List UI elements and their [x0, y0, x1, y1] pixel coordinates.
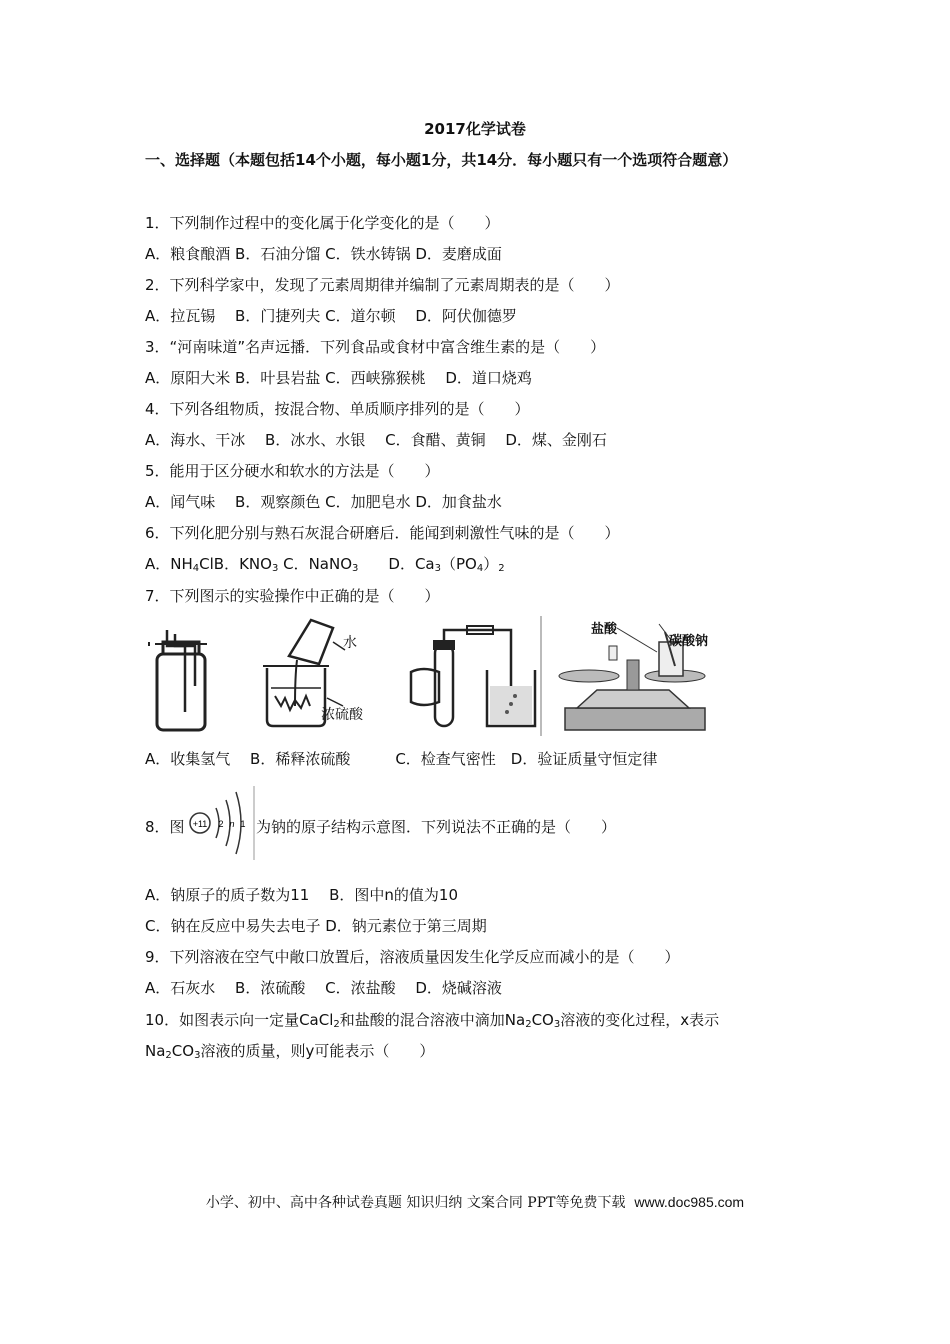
shell-1-label: 2	[218, 819, 224, 829]
figure-divider	[540, 616, 542, 736]
question-8: 为钠的原子结构示意图．下列说法不正确的是（ ）	[256, 818, 617, 836]
question-2-options: A．拉瓦锡 B．门捷列夫 C．道尔顿 D．阿伏伽德罗	[145, 307, 517, 325]
question-3-options: A．原阳大米 B．叶县岩盐 C．西峡猕猴桃 D．道口烧鸡	[145, 369, 532, 387]
question-5: 5．能用于区分硬水和软水的方法是（ ）	[145, 462, 440, 480]
option-d: D．Ca	[358, 555, 435, 573]
question-4-options: A．海水、干冰 B．冰水、水银 C．食醋、黄铜 D．煤、金刚石	[145, 431, 607, 449]
question-8-options-2: C．钠在反应中易失去电子 D．钠元素位于第三周期	[145, 917, 487, 935]
option-b: B．KNO	[213, 555, 272, 573]
shell-2-label: n	[229, 819, 235, 829]
page-title: 2017化学试卷	[424, 120, 526, 138]
option-a: A．NH	[145, 555, 193, 573]
question-10-line-1: 10．如图表示向一定量CaCl$_2$和盐酸的混合溶液中滴加$Na_2CO_3$溶液的变化过程，x表示	[145, 1011, 720, 1030]
shell-3-label: 1	[240, 819, 246, 829]
question-5-options: A．闻气味 B．观察颜色 C．加肥皂水 D．加食盐水	[145, 493, 502, 511]
label-water: 水	[343, 635, 357, 651]
question-1: 1．下列制作过程中的变化属于化学变化的是（ ）	[145, 214, 500, 232]
question-4: 4．下列各组物质，按混合物、单质顺序排列的是（ ）	[145, 400, 530, 418]
label-conc-acid: 浓硫酸	[321, 707, 363, 723]
question-8-options-1: A．钠原子的质子数为11 B．图中n的值为10	[145, 886, 459, 904]
experiment-figures	[145, 616, 725, 740]
footer-text: 小学、初中、高中各种试卷真题 知识归纳 文案合同 PPT等免费下载	[205, 1195, 626, 1211]
question-1-options: A．粮食酿酒 B．石油分馏 C．铁水铸锅 D．麦磨成面	[145, 245, 502, 263]
question-2: 2．下列科学家中，发现了元素周期律并编制了元素周期表的是（ ）	[145, 276, 620, 294]
airtight-figure	[407, 616, 542, 736]
question-9: 9．下列溶液在空气中敞口放置后，溶液质量因发生化学反应而减小的是（ ）	[145, 948, 680, 966]
sodium-atom-diagram	[184, 786, 256, 860]
question-7: 7．下列图示的实验操作中正确的是（ ）	[145, 587, 440, 605]
question-7-options: A．收集氢气 B．稀释浓硫酸 C．检查气密性 D．验证质量守恒定律	[145, 750, 658, 768]
dilution-figure	[249, 616, 384, 736]
question-6: 6．下列化肥分别与熟石灰混合研磨后．能闻到刺激性气味的是（ ）	[145, 524, 620, 542]
option-c: C．NaNO	[278, 555, 353, 573]
question-8-prefix: 8．图	[145, 818, 185, 836]
question-9-options: A．石灰水 B．浓硫酸 C．浓盐酸 D．烧碱溶液	[145, 979, 502, 997]
footer-url[interactable]: www.doc985.com	[634, 1194, 745, 1210]
question-3: 3．“河南味道”名声远播．下列食品或食材中富含维生素的是（ ）	[145, 338, 606, 356]
label-na2co3: 碳酸钠	[669, 634, 709, 649]
section-heading: 一、选择题（本题包括14个小题，每小题1分，共14分．每小题只有一个选项符合题意）	[145, 151, 738, 169]
question-10-line-2: $Na_2CO_3$溶液的质量，则y可能表示（ ）	[145, 1042, 435, 1061]
question-6-options: A．$NH_4ClB$．$KNO_3$ C．NaNO$_3$ D．$Ca_3(PO_4)_2$	[145, 555, 505, 574]
label-hcl: 盐酸	[591, 622, 618, 637]
nucleus-label: +11	[192, 819, 208, 829]
page-footer	[0, 1192, 950, 1212]
gas-bottle-figure	[145, 616, 215, 736]
